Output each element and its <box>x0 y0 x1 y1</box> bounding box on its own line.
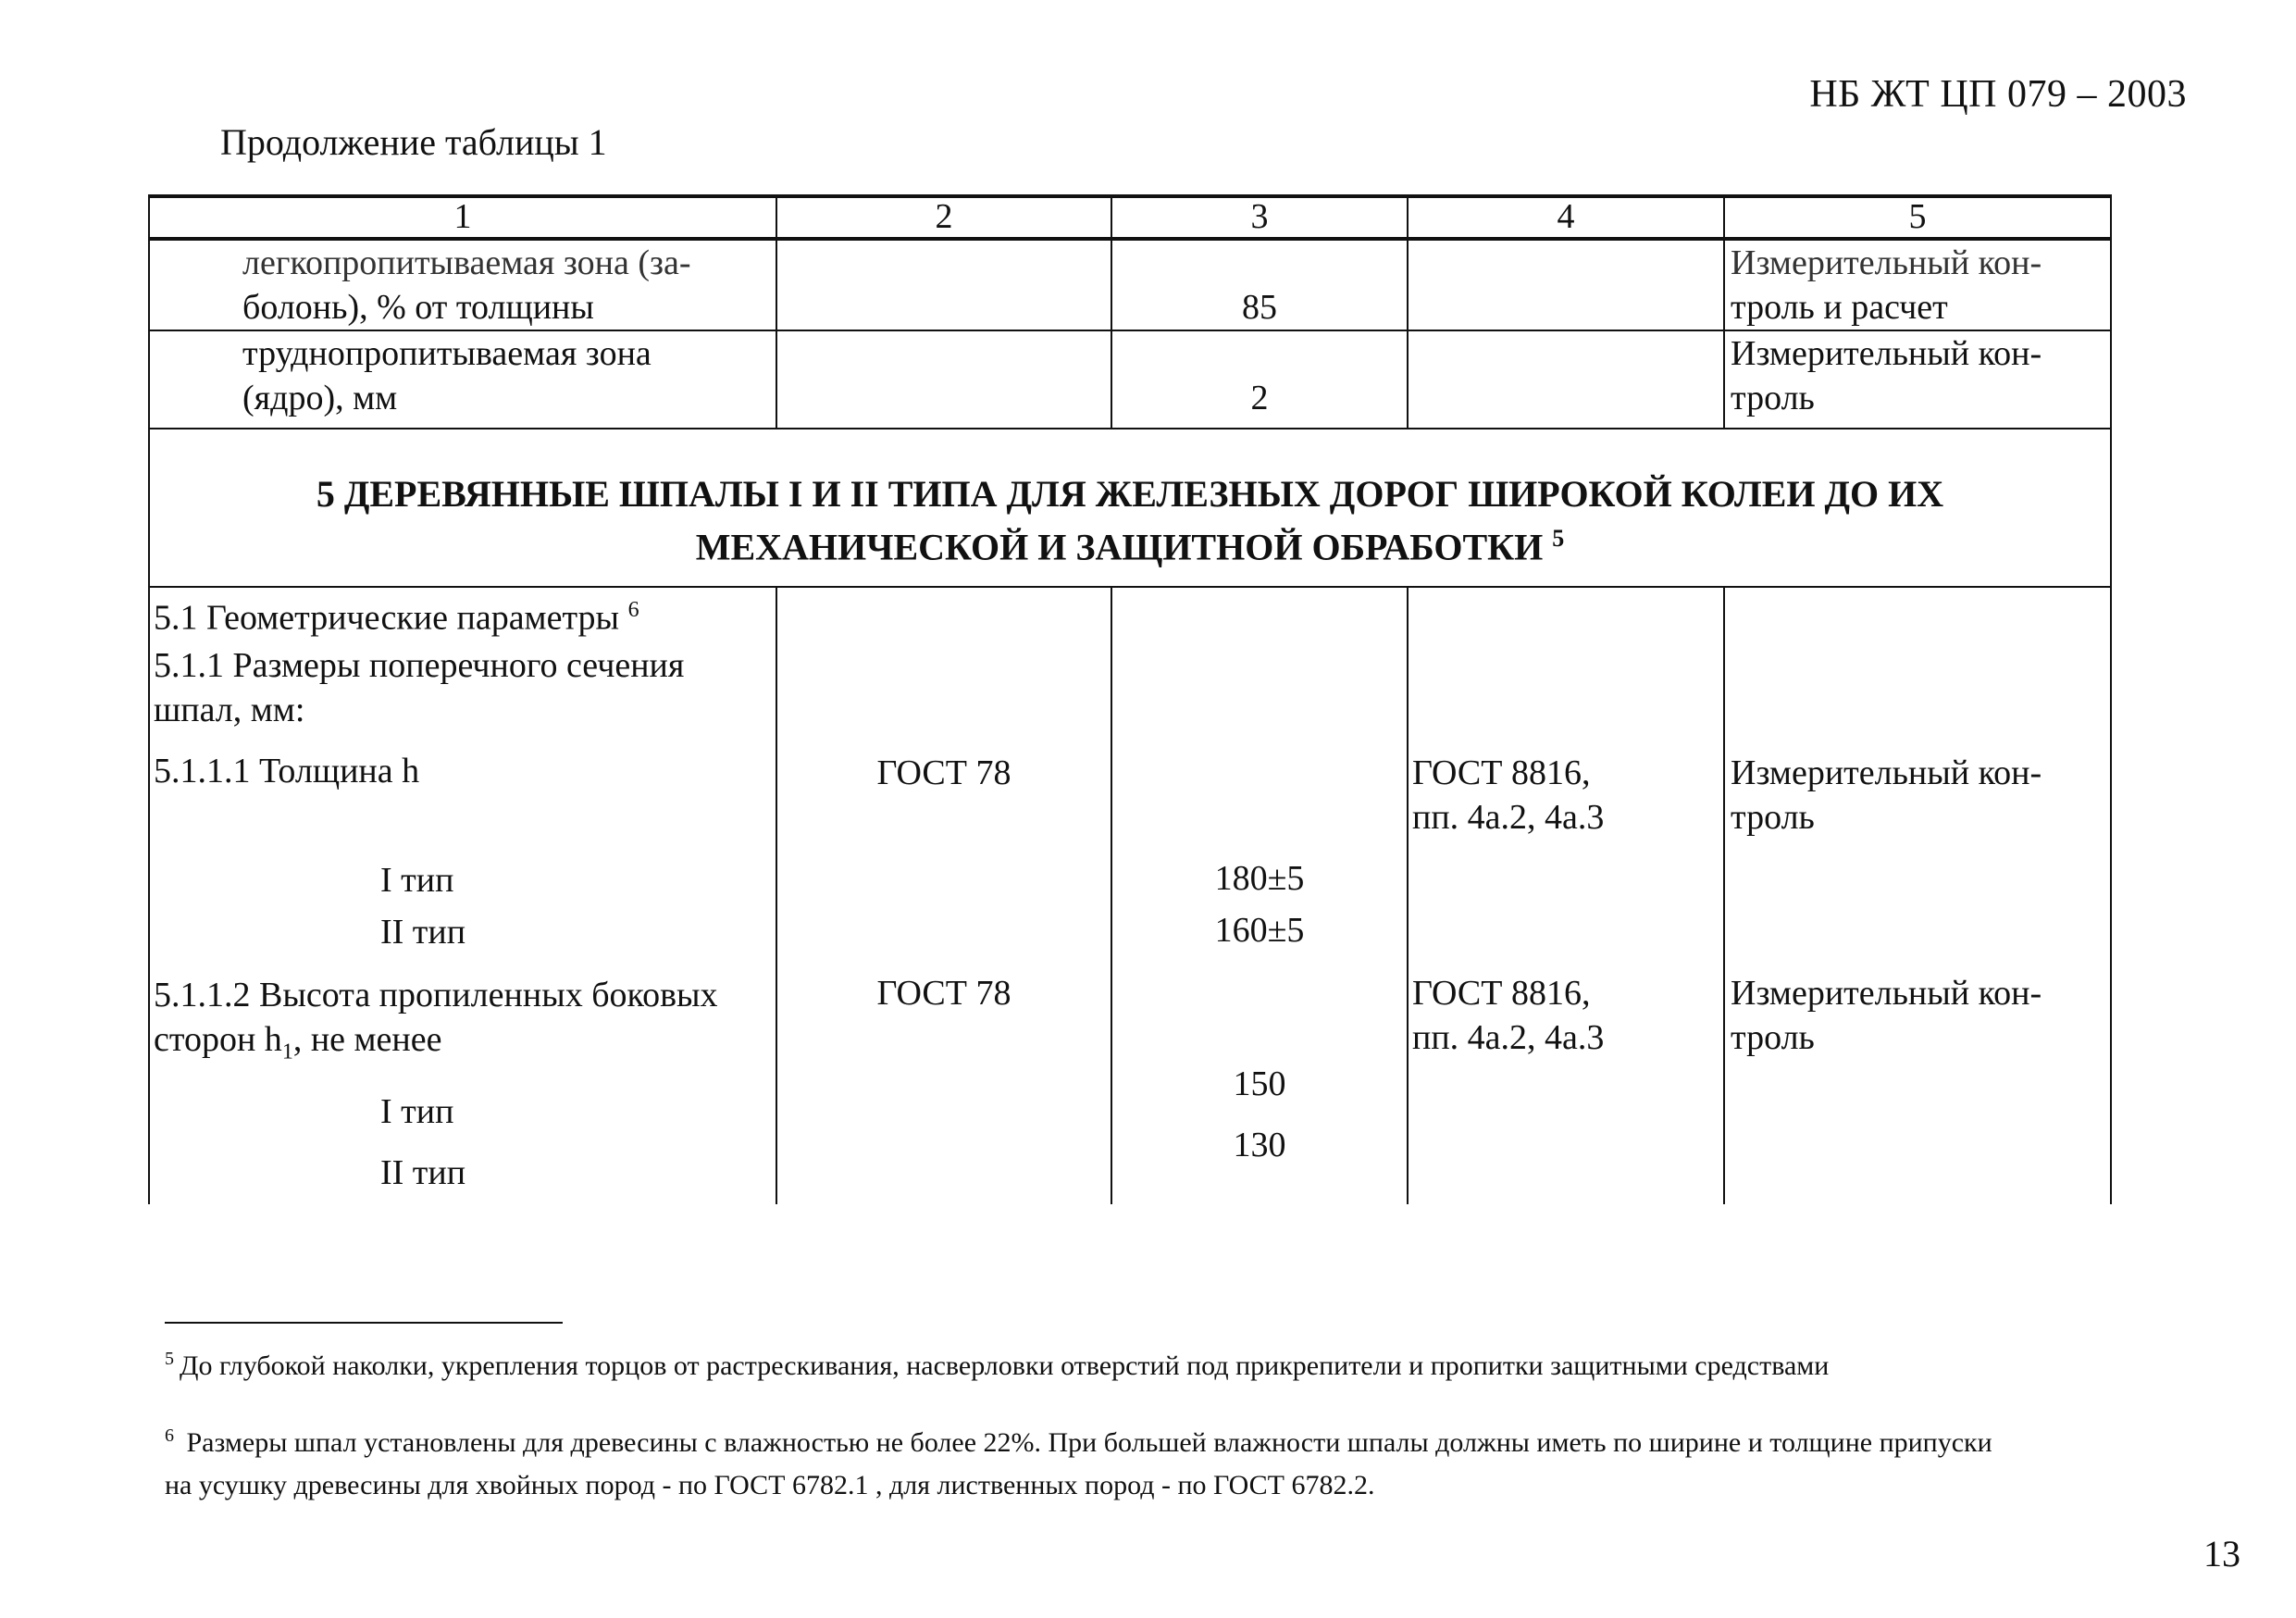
footnote-6-text-line1: Размеры шпал установлены для древесины с влажностью не более 22%. При большей влажности шпалы должны иметь по ширине и толщине припуски <box>186 1427 1992 1458</box>
section-title-line2: МЕХАНИЧЕСКОЙ И ЗАЩИТНОЙ ОБРАБОТКИ <box>695 526 1544 568</box>
heartwood-control-line2: троль <box>1731 379 1815 417</box>
cross-section-line1: 5.1.1 Размеры поперечного сечения <box>154 646 685 686</box>
sapwood-control-line2: троль и расчет <box>1731 288 1948 327</box>
sapwood-control-line1: Измерительный кон- <box>1731 243 2042 282</box>
height-label-subscript: 1 <box>281 1039 293 1064</box>
section-title-line1: 5 ДЕРЕВЯННЫЕ ШПАЛЫ I И II ТИПА ДЛЯ ЖЕЛЕЗНЫХ ДОРОГ ШИРОКОЙ КОЛЕИ ДО ИХ <box>316 473 1944 515</box>
heartwood-value: 2 <box>1111 330 1408 429</box>
col-header-4: 4 <box>1408 196 1724 239</box>
height-value-type-1: 150 <box>1233 1064 1286 1104</box>
table-row <box>149 587 2111 1204</box>
heartwood-label-line2: (ядро), мм <box>242 379 398 417</box>
footnote-6-number: 6 <box>165 1425 174 1446</box>
sapwood-value: 85 <box>1111 239 1408 330</box>
thickness-method-line1: ГОСТ 8816, <box>1412 753 1591 793</box>
document-code: НБ ЖТ ЦП 079 – 2003 <box>1809 73 2187 116</box>
section-footnote-ref: 5 <box>1552 525 1565 552</box>
height-method-line1: ГОСТ 8816, <box>1412 974 1591 1014</box>
thickness-type-2: II тип <box>380 913 466 952</box>
requirements-table <box>148 194 2112 1204</box>
footnote-6-text-line2: на усушку древесины для хвойных пород - по ГОСТ 6782.1 , для лиственных пород - по ГОСТ 6782.2. <box>165 1470 1375 1500</box>
heartwood-standard <box>776 330 1111 429</box>
height-label-line2-post: , не менее <box>292 1020 442 1060</box>
height-method-line2: пп. 4а.2, 4а.3 <box>1412 1018 1605 1058</box>
height-control-line2: троль <box>1731 1018 1815 1058</box>
col-header-2: 2 <box>776 196 1111 239</box>
heartwood-method <box>1408 330 1724 429</box>
height-control-line1: Измерительный кон- <box>1731 974 2042 1014</box>
col-header-1: 1 <box>149 196 776 239</box>
footnote-5 <box>165 1338 2201 1388</box>
thickness-label: 5.1.1.1 Толщина h <box>154 752 420 791</box>
sapwood-label-line2: болонь), % от толщины <box>242 288 594 327</box>
sapwood-label-line1: легкопропитываемая зона (за- <box>242 243 691 282</box>
thickness-method-line2: пп. 4а.2, 4а.3 <box>1412 798 1605 838</box>
height-standard: ГОСТ 78 <box>876 974 1011 1014</box>
thickness-control-line2: троль <box>1731 798 1815 838</box>
thickness-standard: ГОСТ 78 <box>876 753 1011 793</box>
height-type-2: II тип <box>380 1152 466 1192</box>
thickness-value-type-2: 160±5 <box>1214 911 1305 951</box>
footnote-5-text: До глубокой наколки, укрепления торцов от растрескивания, насверловки отверстий под прикрепители и пропитки защитными средствами <box>180 1350 1830 1381</box>
height-label-line2-pre: сторон h <box>154 1020 282 1060</box>
cross-section-line2: шпал, мм: <box>154 691 305 730</box>
height-type-1: I тип <box>380 1091 454 1131</box>
heartwood-label-line1: труднопропитываемая зона <box>242 334 652 373</box>
table-continuation-label: Продолжение таблицы 1 <box>220 121 607 163</box>
sapwood-method <box>1408 239 1724 330</box>
footnote-6 <box>165 1414 2201 1507</box>
table-row <box>149 330 2111 429</box>
sapwood-standard <box>776 239 1111 330</box>
col-header-5: 5 <box>1724 196 2111 239</box>
table-row <box>149 239 2111 330</box>
geometric-params-title: 5.1 Геометрические параметры <box>154 598 620 638</box>
footnote-5-number: 5 <box>165 1349 174 1369</box>
col-header-3: 3 <box>1111 196 1408 239</box>
height-value-type-2: 130 <box>1233 1126 1286 1165</box>
footnote-separator <box>165 1322 563 1324</box>
geometric-params-footnote-ref: 6 <box>627 598 639 623</box>
thickness-value-type-1: 180±5 <box>1214 859 1305 899</box>
section-heading-row <box>149 429 2111 587</box>
height-label-line1: 5.1.1.2 Высота пропиленных боковых <box>154 976 718 1015</box>
table-header-row <box>149 196 2111 239</box>
thickness-type-1: I тип <box>380 861 454 901</box>
heartwood-control-line1: Измерительный кон- <box>1731 334 2042 373</box>
thickness-control-line1: Измерительный кон- <box>1731 753 2042 793</box>
page-number: 13 <box>2203 1533 2240 1574</box>
